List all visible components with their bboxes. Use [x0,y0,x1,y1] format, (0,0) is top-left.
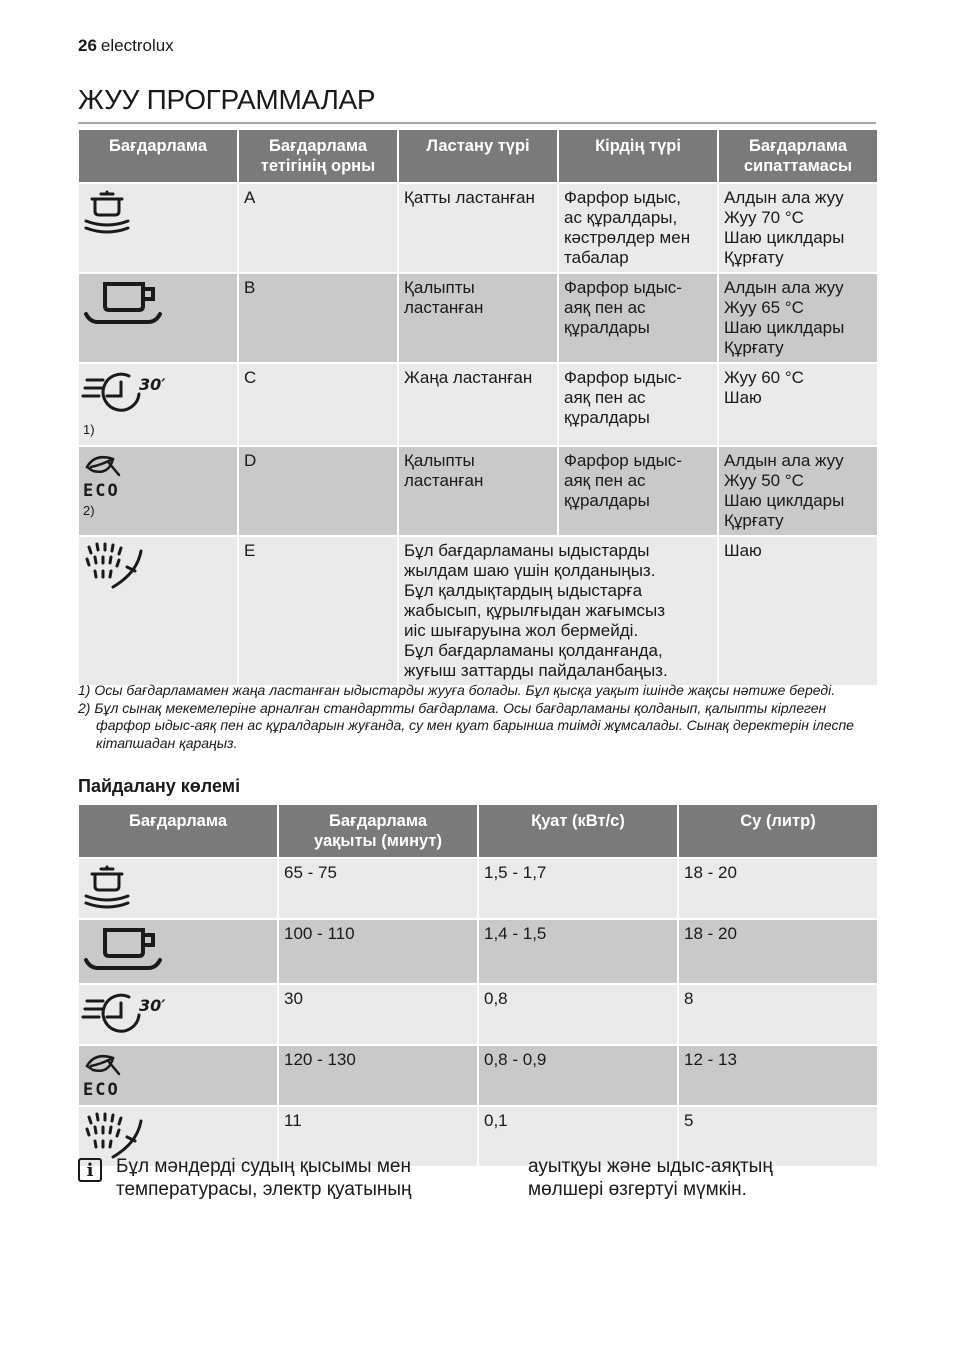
note-text-left: Бұл мәндерді судың қысымы мен температурасы, электр қуатының [116,1156,412,1200]
page-title: ЖУУ ПРОГРАММАЛАР [78,84,376,115]
brand-name: electrolux [100,36,174,55]
quick-30-icon [81,987,167,1039]
table-row [78,446,878,536]
energy-cell: 1,5 - 1,7 [478,858,678,919]
energy-cell: 1,4 - 1,5 [478,919,678,984]
svg-text:ECO: ECO [83,481,120,501]
programme-cell [78,1045,278,1106]
position-cell: E [238,536,398,686]
time-cell: 100 - 110 [278,919,478,984]
col-header-water: Су (литр) [678,804,878,858]
svg-text:30′: 30′ [139,996,166,1015]
table-row [78,984,878,1045]
table-row [78,183,878,273]
table-row [78,363,878,446]
cup-plate-icon [81,276,165,332]
col-header-programme: Бағдарлама [78,129,238,183]
programme-cell [78,273,238,363]
rinse-spray-icon [81,1109,147,1161]
soil-cell: Жаңа ластанған [398,363,558,446]
programme-cell [78,446,238,536]
table-row [78,536,878,686]
soil-cell: Қалыпты ластанған [398,446,558,536]
water-cell: 5 [678,1106,878,1167]
eco-leaf-icon [81,1048,133,1100]
description-cell: Алдын ала жуу Жуу 50 °C Шаю циклдары Құрғату [718,446,878,536]
table-row [78,919,878,984]
time-cell: 11 [278,1106,478,1167]
description-cell: Алдын ала жуу Жуу 70 °C Шаю циклдары Құрғату [718,183,878,273]
col-header-position: Бағдарлама тетігінің орны [238,129,398,183]
time-cell: 30 [278,984,478,1045]
water-cell: 8 [678,984,878,1045]
pot-plates-icon [81,186,133,238]
load-cell: Фарфор ыдыс, ас құралдары, кәстрөлдер мен табалар [558,183,718,273]
page-header [78,36,174,56]
title-divider [78,122,876,124]
table-row [78,1045,878,1106]
col-header-programme: Бағдарлама [78,804,278,858]
page-number: 26 [78,36,97,55]
energy-cell: 0,1 [478,1106,678,1167]
programme-cell [78,919,278,984]
col-header-time: Бағдарлама уақыты (минут) [278,804,478,858]
table-row [78,273,878,363]
programme-cell [78,536,238,686]
col-header-energy: Қуат (кВт/с) [478,804,678,858]
programmes-table-header [78,129,878,183]
svg-text:ECO: ECO [83,1080,120,1100]
footnotes [78,682,878,752]
svg-text:30′: 30′ [139,375,166,394]
energy-cell: 0,8 - 0,9 [478,1045,678,1106]
programme-cell [78,183,238,273]
table-row [78,858,878,919]
time-cell: 65 - 75 [278,858,478,919]
water-cell: 18 - 20 [678,919,878,984]
usage-table [77,803,879,1168]
col-header-load: Кірдің түрі [558,129,718,183]
load-cell: Фарфор ыдыс- аяқ пен ас құралдары [558,446,718,536]
water-cell: 18 - 20 [678,858,878,919]
quick-30-icon [81,366,167,418]
description-cell: Алдын ала жуу Жуу 65 °C Шаю циклдары Құрғату [718,273,878,363]
footnote-1: 1) Осы бағдарламамен жаңа ластанған ыдыстарды жууға болады. Бұл қысқа уақыт ішінде жақсы нәтиже береді. [78,682,836,698]
usage-table-header [78,804,878,858]
programme-cell [78,858,278,919]
soil-cell: Қалыпты ластанған [398,273,558,363]
usage-section-title: Пайдалану көлемі [78,776,241,796]
energy-cell: 0,8 [478,984,678,1045]
eco-leaf-icon [81,449,133,501]
merged-info-cell: Бұл бағдарламаны ыдыстарды жылдам шаю үшін қолданыңыз. Бұл қалдықтардың ыдыстарға жабысып, құрылғыдан жағымсыз иіс шығаруына жол бермейді. Бұл бағдарламаны қолданғанда, жуғыш заттарды пайдаланбаңыз. [398,536,718,686]
position-cell: A [238,183,398,273]
info-icon: i [78,1158,102,1182]
position-cell: C [238,363,398,446]
col-header-soil: Ластану түрі [398,129,558,183]
position-cell: D [238,446,398,536]
programme-cell [78,984,278,1045]
soil-cell: Қатты ластанған [398,183,558,273]
note-text-right: ауытқуы және ыдыс-аяқтың мөлшері өзгертуі мүмкін. [528,1156,773,1200]
rinse-spray-icon [81,539,147,591]
description-cell: Шаю [718,536,878,686]
position-cell: B [238,273,398,363]
water-cell: 12 - 13 [678,1045,878,1106]
description-cell: Жуу 60 °C Шаю [718,363,878,446]
load-cell: Фарфор ыдыс- аяқ пен ас құралдары [558,273,718,363]
footnote-marker: 1) [83,422,95,437]
programmes-table [77,128,879,687]
footnote-2: 2) Бұл сынақ мекемелеріне арналған стандартты бағдарлама. Осы бағдарламаны қолданып, қалыпты кірлеген фарфор ыдыс-аяқ пен ас құралдарын жуғанда, су мен қуат барынша тиімді жұмсалады. Сынақ деректерін ілеспе кітапшадан қараңыз. [78,699,854,751]
programme-cell [78,363,238,446]
pot-plates-icon [81,861,133,913]
col-header-description: Бағдарлама сипаттамасы [718,129,878,183]
time-cell: 120 - 130 [278,1045,478,1106]
footnote-marker: 2) [83,503,95,518]
load-cell: Фарфор ыдыс- аяқ пен ас құралдары [558,363,718,446]
cup-plate-icon [81,922,165,978]
